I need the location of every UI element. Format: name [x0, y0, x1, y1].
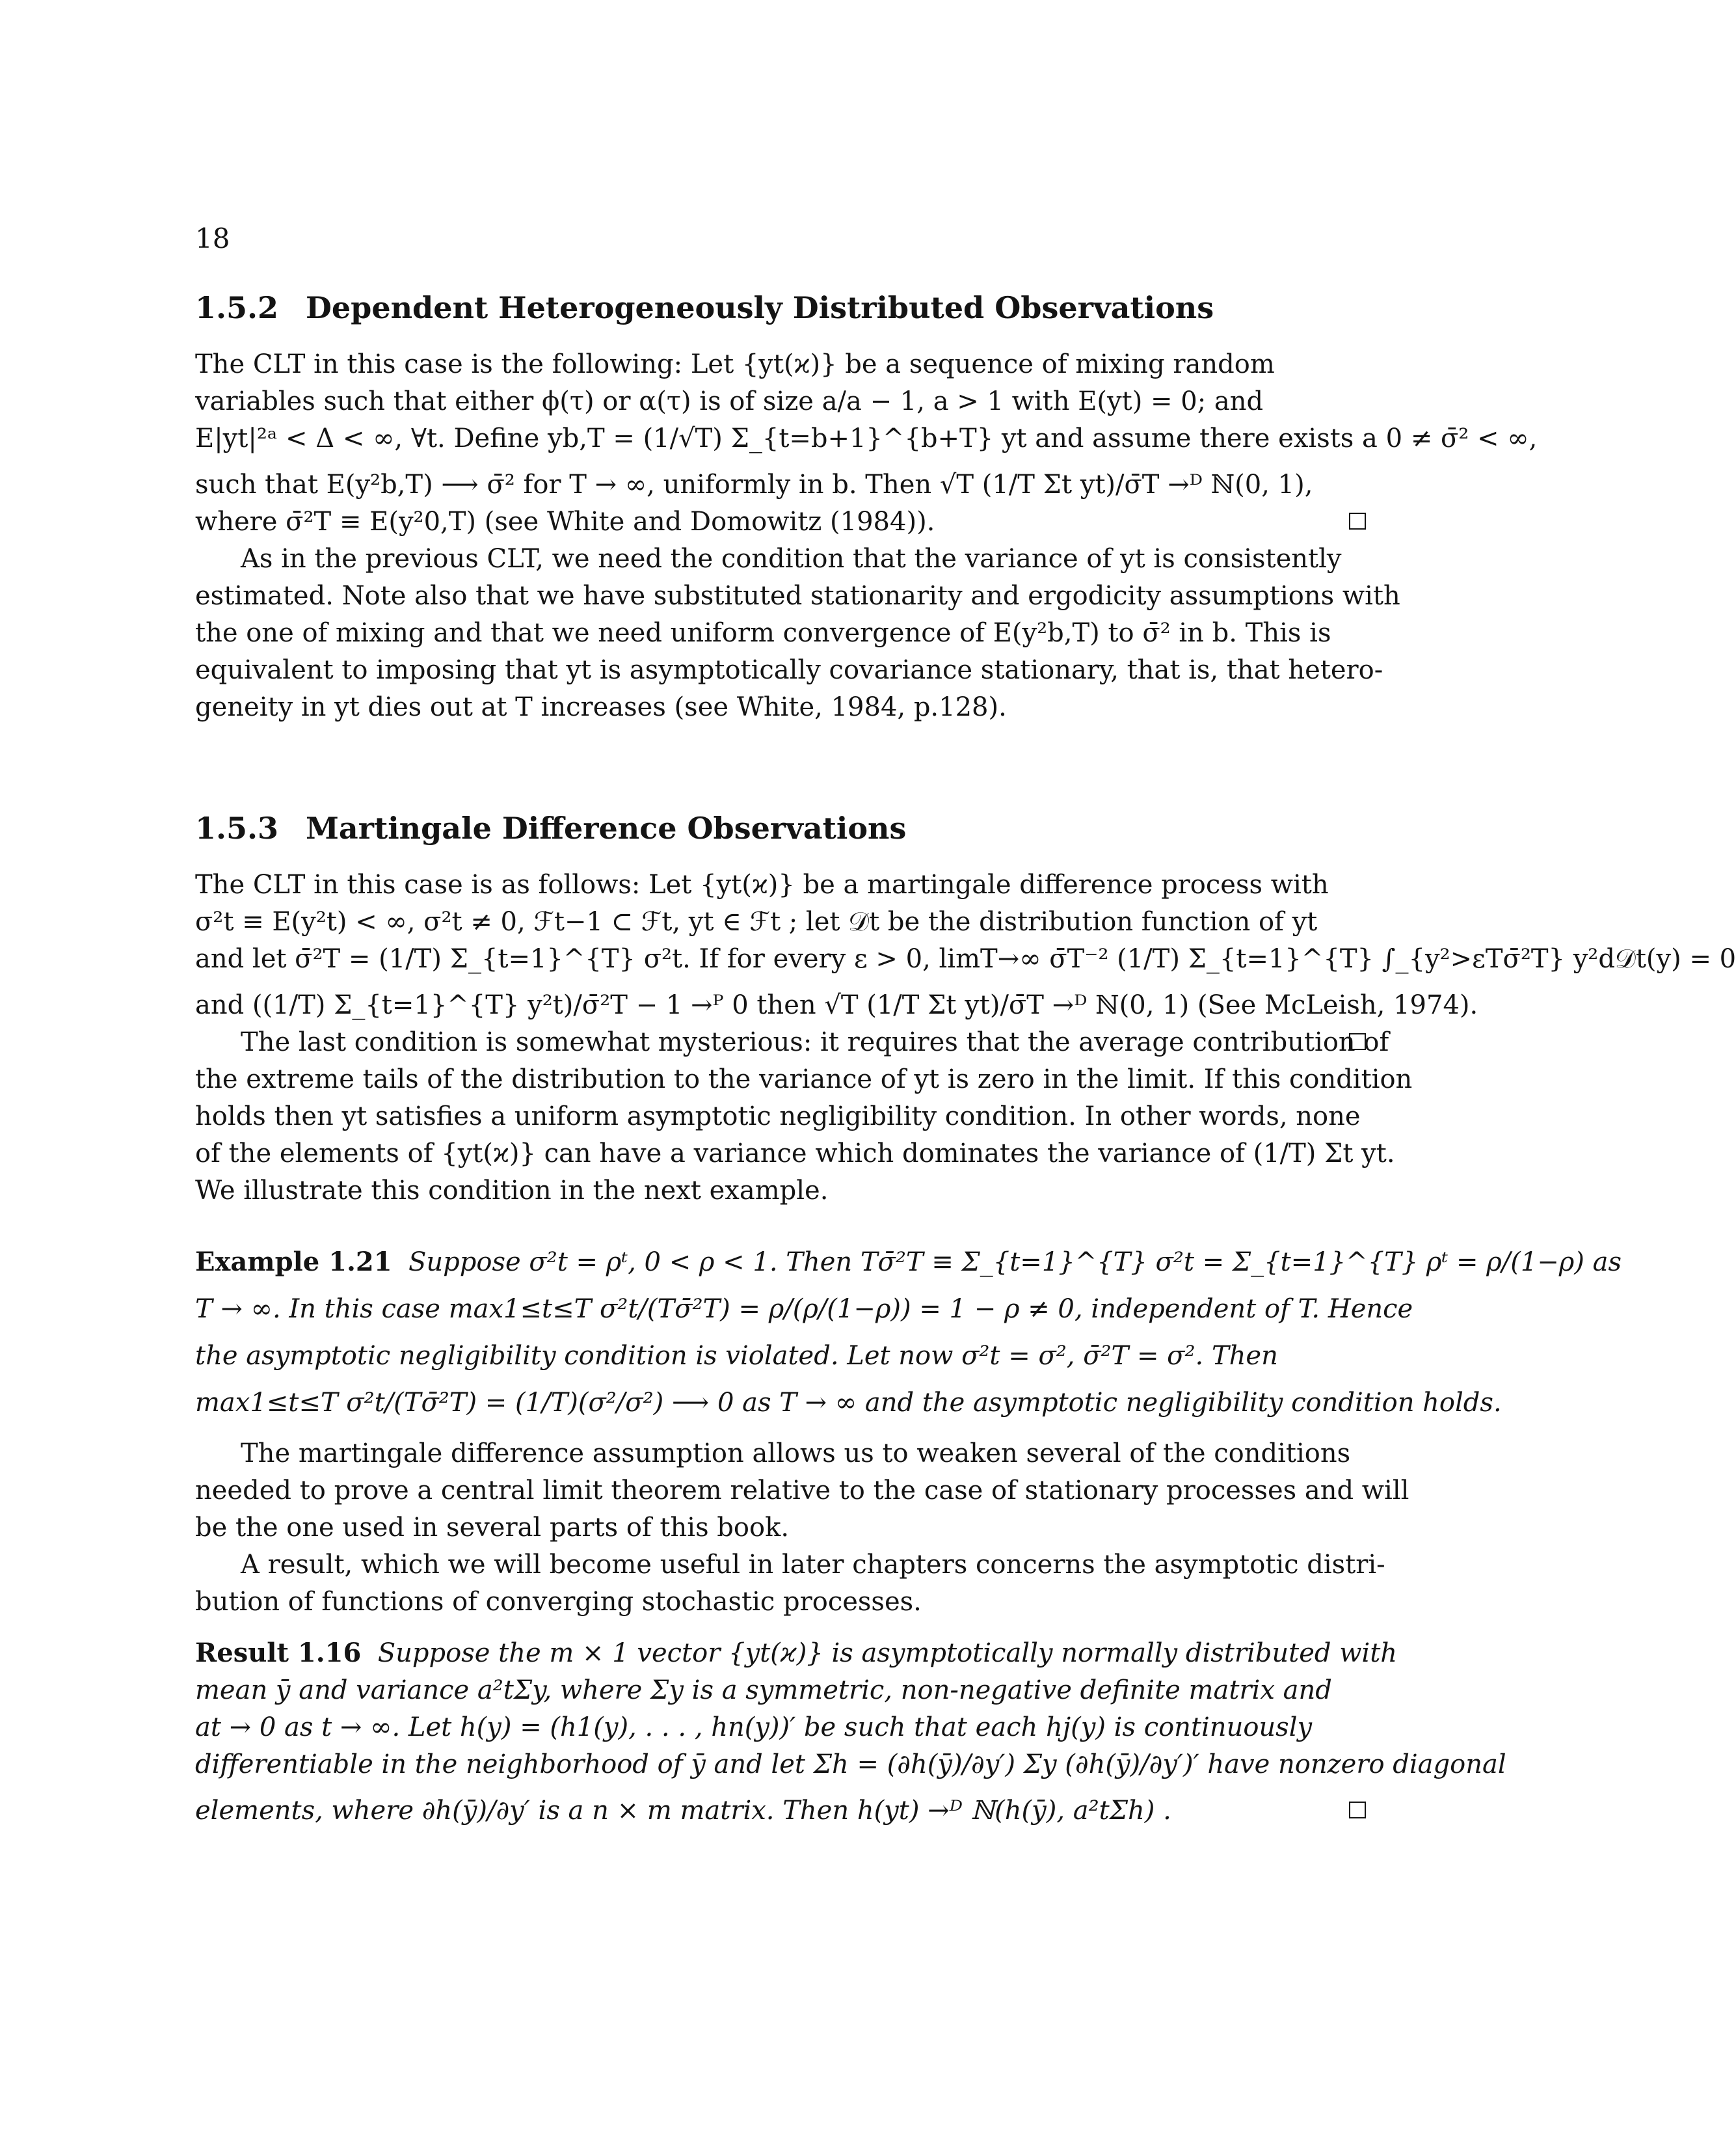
text-line: the one of mixing and that we need uniform convergence of E(y²b,T) to σ̄² in b. This is	[195, 618, 1331, 648]
text-line: variables such that either ϕ(τ) or α(τ) is of size a/a − 1, a > 1 with E(yt) = 0; and	[195, 386, 1264, 416]
text-line: The CLT in this case is the following: Let {yt(ϰ)} be a sequence of mixing random	[195, 349, 1275, 379]
text-line: geneity in yt dies out at T increases (see White, 1984, p.128).	[195, 692, 1007, 722]
text-line	[195, 1792, 1366, 1830]
text-line: differentiable in the neighborhood of ȳ and let Σh = (∂h(ȳ)/∂y′) Σy (∂h(ȳ)/∂y′)′ have nonzero diagonal	[195, 1749, 1506, 1779]
text-line: the asymptotic negligibility condition is violated. Let now σ²t = σ², σ̄²T = σ². Then	[195, 1341, 1278, 1371]
clt-paragraph-1-5-3	[195, 867, 1736, 1209]
text-line: σ²t ≡ E(y²t) < ∞, σ²t ≠ 0, ℱt−1 ⊂ ℱt, yt ∈ ℱt ; let 𝒟t be the distribution function of yt	[195, 907, 1318, 937]
text-line: We illustrate this condition in the next example.	[195, 1176, 829, 1206]
text-content: Suppose σ²t = ρᵗ, 0 < ρ < 1. Then Tσ̄²T ≡ Σ_{t=1}^{T} σ²t = Σ_{t=1}^{T} ρᵗ = ρ/(1−ρ) as	[408, 1247, 1622, 1277]
text-line: The last condition is somewhat mysterious: it requires that the average contribution of	[241, 1027, 1389, 1057]
text-line: As in the previous CLT, we need the condition that the variance of yt is consistently	[241, 544, 1342, 574]
section-title-text: Martingale Difference Observations	[306, 811, 907, 846]
text-line: The CLT in this case is as follows: Let {yt(ϰ)} be a martingale difference process with	[195, 870, 1329, 900]
text-content: and ((1/T) Σ_{t=1}^{T} y²t)/σ̄²T − 1 →ᴾ 0 then √T (1/T Σt yt)/σ̄T →ᴰ ℕ(0, 1) (See McLeish, 1974).	[195, 990, 1478, 1020]
section-number: 1.5.3	[195, 811, 279, 846]
text-line: max1≤t≤T σ²t/(Tσ̄²T) = (1/T)(σ²/σ²) ⟶ 0 as T → ∞ and the asymptotic negligibility condition holds.	[195, 1388, 1502, 1418]
text-line: bution of functions of converging stochastic processes.	[195, 1587, 922, 1617]
section-title-text: Dependent Heterogeneously Distributed Observations	[306, 290, 1214, 325]
text-line: T → ∞. In this case max1≤t≤T σ²t/(Tσ̄²T) = ρ/(ρ/(1−ρ)) = 1 − ρ ≠ 0, independent of T. Hence	[195, 1294, 1413, 1324]
text-line: mean ȳ and variance a²tΣy, where Σy is a symmetric, non-negative definite matrix and	[195, 1675, 1332, 1705]
result-label: Result 1.16	[195, 1638, 362, 1668]
text-line: and let σ̄²T = (1/T) Σ_{t=1}^{T} σ²t. If for every ε > 0, limT→∞ σ̄T⁻² (1/T) Σ_{t=1}^{T} ∫_{y²>εTσ̄²T} y²d𝒟t(y) = 0	[195, 944, 1736, 974]
text-content: where σ̄²T ≡ E(y²0,T) (see White and Domowitz (1984)).	[195, 507, 935, 537]
clt-paragraph-1-5-2	[195, 346, 1538, 726]
text-line: the extreme tails of the distribution to the variance of yt is zero in the limit. If this condition	[195, 1064, 1413, 1094]
section-heading-1-5-3	[195, 812, 906, 845]
text-line: be the one used in several parts of this book.	[195, 1513, 790, 1543]
text-content: elements, where ∂h(ȳ)/∂y′ is a n × m matrix. Then h(yt) →ᴰ ℕ(h(ȳ), a²tΣh) .	[195, 1796, 1171, 1826]
text-line	[195, 504, 1366, 541]
qed-square-icon	[1349, 513, 1366, 530]
text-line: The martingale difference assumption allows us to weaken several of the conditions	[241, 1438, 1351, 1468]
text-line: equivalent to imposing that yt is asymptotically covariance stationary, that is, that hetero-	[195, 655, 1383, 685]
text-line: E|yt|²ᵃ < Δ < ∞, ∀t. Define yb,T = (1/√T) Σ_{t=b+1}^{b+T} yt and assume there exists a 0 ≠ σ̄² < ∞,	[195, 424, 1538, 453]
section-number: 1.5.2	[195, 290, 279, 325]
paragraph-martingale-assumption	[195, 1435, 1409, 1621]
text-line: at → 0 as t → ∞. Let h(y) = (h1(y), . . . , hn(y))′ be such that each hj(y) is continuously	[195, 1712, 1313, 1742]
text-line: needed to prove a central limit theorem relative to the case of stationary processes and will	[195, 1476, 1409, 1506]
text-line: such that E(y²b,T) ⟶ σ̄² for T → ∞, uniformly in b. Then √T (1/T Σt yt)/σ̄T →ᴰ ℕ(0, 1),	[195, 470, 1313, 500]
text-line	[195, 987, 1478, 1024]
qed-square-icon	[1349, 1802, 1366, 1818]
page-number: 18	[195, 223, 230, 254]
text-line: holds then yt satisfies a uniform asymptotic negligibility condition. In other words, none	[195, 1101, 1361, 1131]
result-1-16	[195, 1634, 1506, 1830]
text-line: of the elements of {yt(ϰ)} can have a variance which dominates the variance of (1/T) Σt yt.	[195, 1139, 1395, 1168]
text-line: estimated. Note also that we have substituted stationarity and ergodicity assumptions with	[195, 581, 1400, 611]
text-line	[195, 1634, 1398, 1672]
example-1-21	[195, 1239, 1622, 1426]
section-heading-1-5-2	[195, 291, 1214, 325]
text-content: Suppose the m × 1 vector {yt(ϰ)} is asymptotically normally distributed with	[377, 1638, 1398, 1668]
text-line: A result, which we will become useful in later chapters concerns the asymptotic distri-	[241, 1550, 1385, 1580]
text-line	[195, 1239, 1622, 1286]
example-label: Example 1.21	[195, 1247, 392, 1277]
